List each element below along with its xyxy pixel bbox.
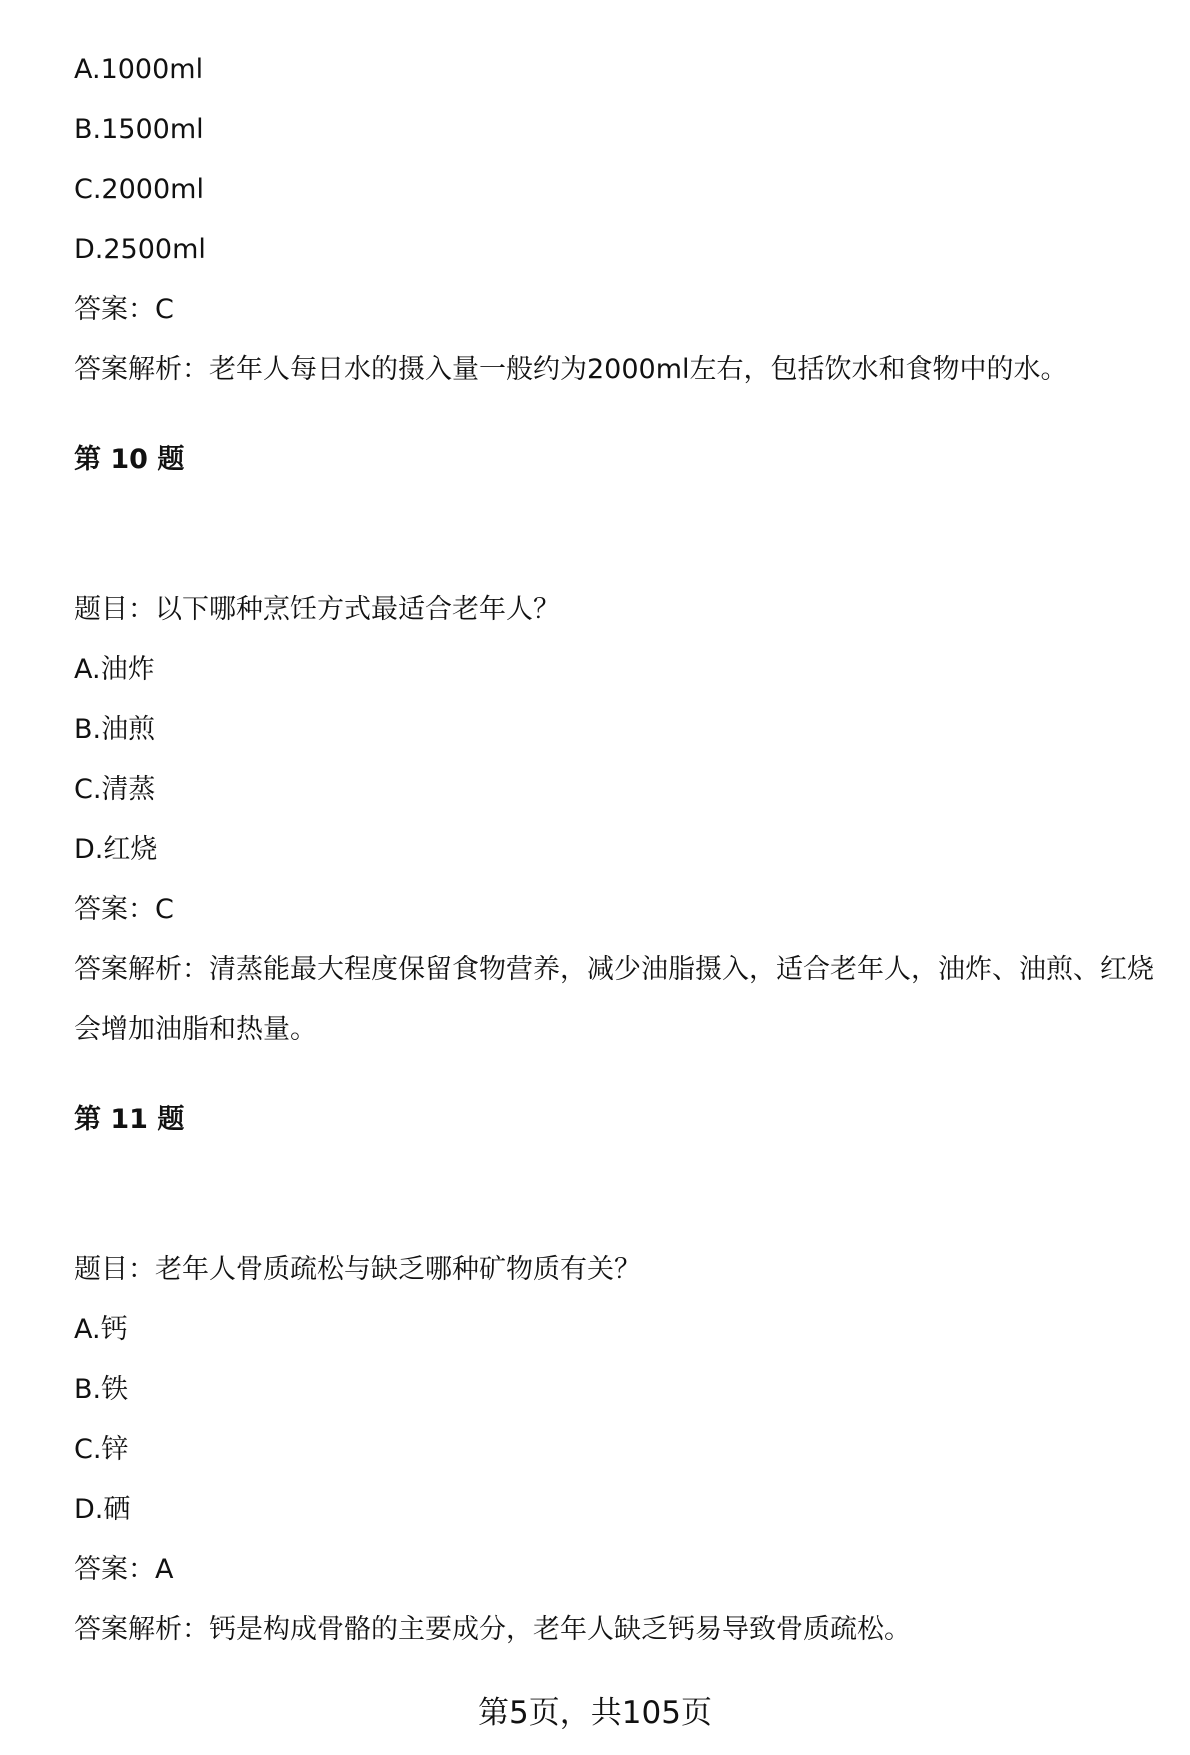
q10-option-b: B.油煎 [74, 714, 156, 745]
q11-answer: 答案：A [74, 1554, 174, 1585]
q9-option-d: D.2500ml [74, 234, 206, 265]
q11-question: 题目：老年人骨质疏松与缺乏哪种矿物质有关？ [74, 1254, 641, 1285]
q11-explanation: 答案解析：钙是构成骨骼的主要成分，老年人缺乏钙易导致骨质疏松。 [74, 1614, 911, 1645]
q9-option-b: B.1500ml [74, 114, 204, 145]
q10-option-a: A.油炸 [74, 654, 155, 685]
q10-option-c: C.清蒸 [74, 774, 156, 805]
q11-option-b: B.铁 [74, 1374, 129, 1405]
q9-answer: 答案：C [74, 294, 174, 325]
q9-explanation: 答案解析：老年人每日水的摄入量一般约为2000ml左右，包括饮水和食物中的水。 [74, 354, 1068, 385]
q10-answer: 答案：C [74, 894, 174, 925]
q10-heading: 第 10 题 [74, 444, 185, 475]
q11-option-a: A.钙 [74, 1314, 128, 1345]
q9-option-a: A.1000ml [74, 54, 204, 85]
q10-explanation: 答案解析：清蒸能最大程度保留食物营养，减少油脂摄入，适合老年人，油炸、油煎、红烧会增加油脂和热量。 [74, 954, 1154, 1045]
q10-question: 题目：以下哪种烹饪方式最适合老年人？ [74, 594, 560, 625]
q11-heading: 第 11 题 [74, 1104, 185, 1135]
page-number: 第5页，共105页 [478, 1695, 712, 1731]
q9-option-c: C.2000ml [74, 174, 204, 205]
q10-option-d: D.红烧 [74, 834, 158, 865]
q11-option-d: D.硒 [74, 1494, 131, 1525]
q11-option-c: C.锌 [74, 1434, 129, 1465]
